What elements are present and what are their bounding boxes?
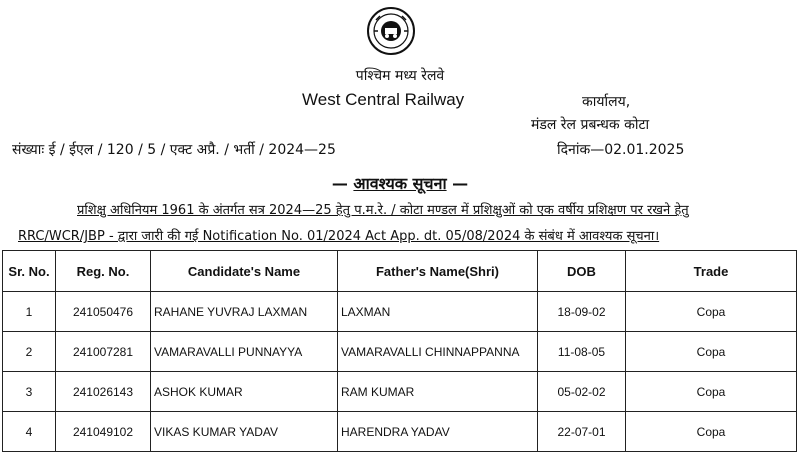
notice-paragraph-line-1: प्रशिक्षु अधिनियम 1961 के अंतर्गत सत्र 2024—25 हेतु प.म.रे. / कोटा मण्डल में प्रशिक्षुओं को एक वर्षीय प्रशिक्षण पर रखने हेतु: [77, 203, 689, 218]
cell-trade: Copa: [626, 332, 797, 372]
table-row: [3, 412, 797, 452]
notice-date: दिनांक—02.01.2025: [557, 142, 685, 158]
notice-heading: [0, 172, 800, 194]
header-father-name: Father's Name(Shri): [338, 251, 538, 292]
office-line-1: कार्यालय,: [582, 94, 631, 110]
cell-candidate-name: VIKAS KUMAR YADAV: [151, 412, 338, 452]
header-trade: Trade: [626, 251, 797, 292]
heading-text: आवश्यक सूचना: [353, 174, 447, 193]
cell-trade: Copa: [626, 292, 797, 332]
office-line-2: मंडल रेल प्रबन्धक कोटा: [531, 117, 650, 133]
cell-sr-no: 2: [3, 332, 56, 372]
indian-railways-logo-icon: [366, 6, 416, 56]
org-name-hindi: पश्चिम मध्य रेलवे: [355, 68, 445, 84]
header-reg-no: Reg. No.: [56, 251, 151, 292]
table-row: [3, 332, 797, 372]
table-row: [3, 372, 797, 412]
heading-suffix: —: [446, 174, 469, 193]
cell-reg-no: 241026143: [56, 372, 151, 412]
cell-candidate-name: RAHANE YUVRAJ LAXMAN: [151, 292, 338, 332]
cell-dob: 18-09-02: [538, 292, 626, 332]
cell-father-name: VAMARAVALLI CHINNAPPANNA: [338, 332, 538, 372]
header-dob: DOB: [538, 251, 626, 292]
notice-paragraph-line-2: RRC/WCR/JBP - द्वारा जारी की गई Notification No. 01/2024 Act App. dt. 05/08/2024 के संबंध में आवश्यक सूचना।: [18, 229, 660, 244]
cell-father-name: RAM KUMAR: [338, 372, 538, 412]
cell-dob: 05-02-02: [538, 372, 626, 412]
cell-sr-no: 4: [3, 412, 56, 452]
org-name-english: West Central Railway: [302, 90, 465, 109]
cell-father-name: HARENDRA YADAV: [338, 412, 538, 452]
cell-trade: Copa: [626, 412, 797, 452]
cell-dob: 22-07-01: [538, 412, 626, 452]
reference-number: संख्याः ई / ईएल / 120 / 5 / एक्ट अप्रै. / भर्ती / 2024—25: [12, 142, 336, 158]
cell-trade: Copa: [626, 372, 797, 412]
cell-dob: 11-08-05: [538, 332, 626, 372]
cell-sr-no: 3: [3, 372, 56, 412]
header-candidate-name: Candidate's Name: [151, 251, 338, 292]
cell-father-name: LAXMAN: [338, 292, 538, 332]
table-row: [3, 292, 797, 332]
table-header-row: [3, 251, 797, 292]
cell-candidate-name: ASHOK KUMAR: [151, 372, 338, 412]
heading-prefix: —: [331, 174, 354, 193]
candidates-table: [2, 250, 797, 452]
cell-sr-no: 1: [3, 292, 56, 332]
cell-reg-no: 241007281: [56, 332, 151, 372]
header-sr-no: Sr. No.: [3, 251, 56, 292]
cell-reg-no: 241050476: [56, 292, 151, 332]
cell-reg-no: 241049102: [56, 412, 151, 452]
cell-candidate-name: VAMARAVALLI PUNNAYYA: [151, 332, 338, 372]
